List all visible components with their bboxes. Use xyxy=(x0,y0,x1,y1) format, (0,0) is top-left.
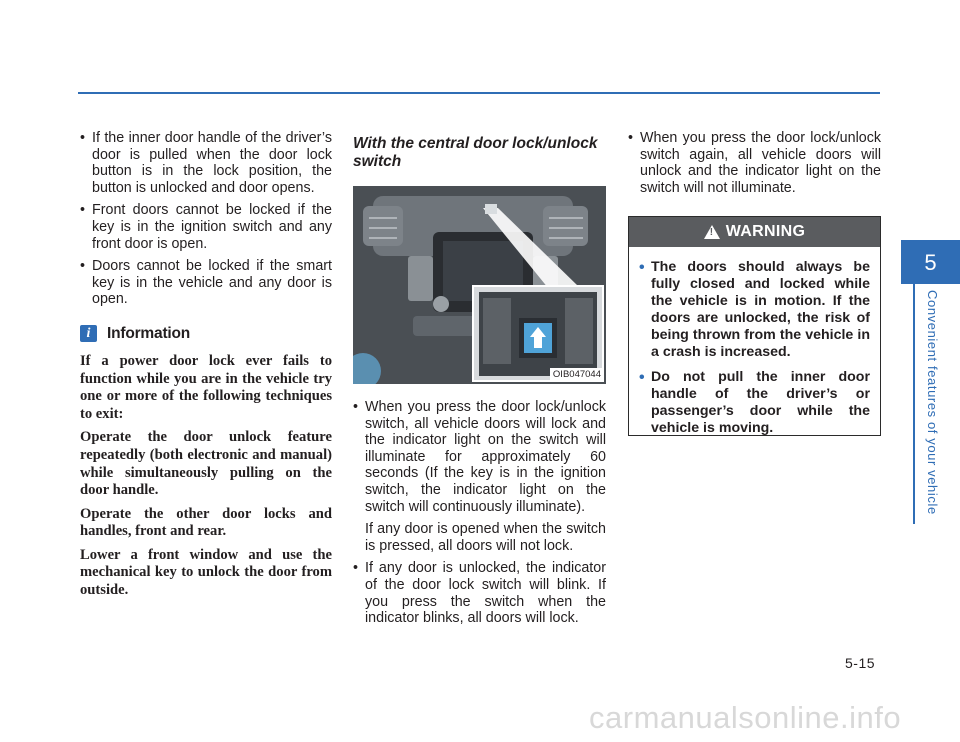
list-item: • Doors cannot be locked if the smart key is in the vehicle and any door is open. xyxy=(80,258,332,308)
chapter-title: Convenient features of your vehicle xyxy=(925,290,940,515)
information-paragraph: Operate the other door locks and handles, front and rear. xyxy=(80,505,332,540)
chapter-number-tab: 5 xyxy=(901,240,960,284)
warning-item: • Do not pull the inner door handle of the driver’s or passenger’s door while the vehicle is moving. xyxy=(639,369,870,437)
warning-box xyxy=(628,216,881,436)
warning-item: • The doors should always be fully closed and locked while the vehicle is in motion. If the doors are unlocked, the risk of being thrown from the vehicle in a crash is increased. xyxy=(639,259,870,361)
page-number: 5-15 xyxy=(845,655,876,671)
information-paragraph: If a power door lock ever fails to function while you are in the vehicle try one or more of the following techniques to exit: xyxy=(80,352,332,422)
watermark: carmanualsonline.info xyxy=(589,700,902,735)
bullet-list xyxy=(80,130,332,308)
info-icon: i xyxy=(80,325,97,342)
chapter-rule xyxy=(913,284,915,524)
information-header xyxy=(80,325,332,343)
header-rule xyxy=(78,92,880,94)
dashboard-photo xyxy=(353,186,606,384)
list-item: • When you press the door lock/unlock switch, all vehicle doors will lock and the indicator light on the switch will illuminate for approximately 60 seconds (If the key is in the ignition switch, the indicator light on the switch will continuously illuminate). If any door is opened when the switch is pressed, all doors will not lock. xyxy=(353,399,606,554)
column-right xyxy=(628,130,881,436)
dashboard-illustration xyxy=(353,186,606,384)
warning-title: WARNING xyxy=(725,223,806,241)
column-middle xyxy=(353,135,606,633)
image-code: OIB047044 xyxy=(550,368,604,381)
information-paragraph: Lower a front window and use the mechanical key to unlock the door from outside. xyxy=(80,546,332,599)
list-item: • If any door is unlocked, the indicator of the door lock switch will blink. If you press the switch when the indicator blinks, all doors will lock. xyxy=(353,560,606,627)
warning-header xyxy=(629,217,880,247)
list-item: • Front doors cannot be locked if the key is in the ignition switch and any front door is open. xyxy=(80,202,332,252)
bullet-list xyxy=(353,399,606,627)
column-left xyxy=(80,130,332,606)
warning-icon: ! xyxy=(704,225,720,239)
section-heading: With the central door lock/unlock switch xyxy=(353,135,598,170)
list-item: • If the inner door handle of the driver’s door is pulled when the door lock button is in the lock position, the button is unlocked and door opens. xyxy=(80,130,332,196)
list-item: • When you press the door lock/unlock switch again, all vehicle doors will unlock and the indicator light on the switch will not illuminate. xyxy=(628,130,881,196)
information-title: Information xyxy=(107,324,191,342)
information-paragraph: Operate the door unlock feature repeatedly (both electronic and manual) while simultaneously pulling on the door handle. xyxy=(80,429,332,499)
bullet-list xyxy=(628,130,881,196)
warning-list xyxy=(629,247,880,437)
